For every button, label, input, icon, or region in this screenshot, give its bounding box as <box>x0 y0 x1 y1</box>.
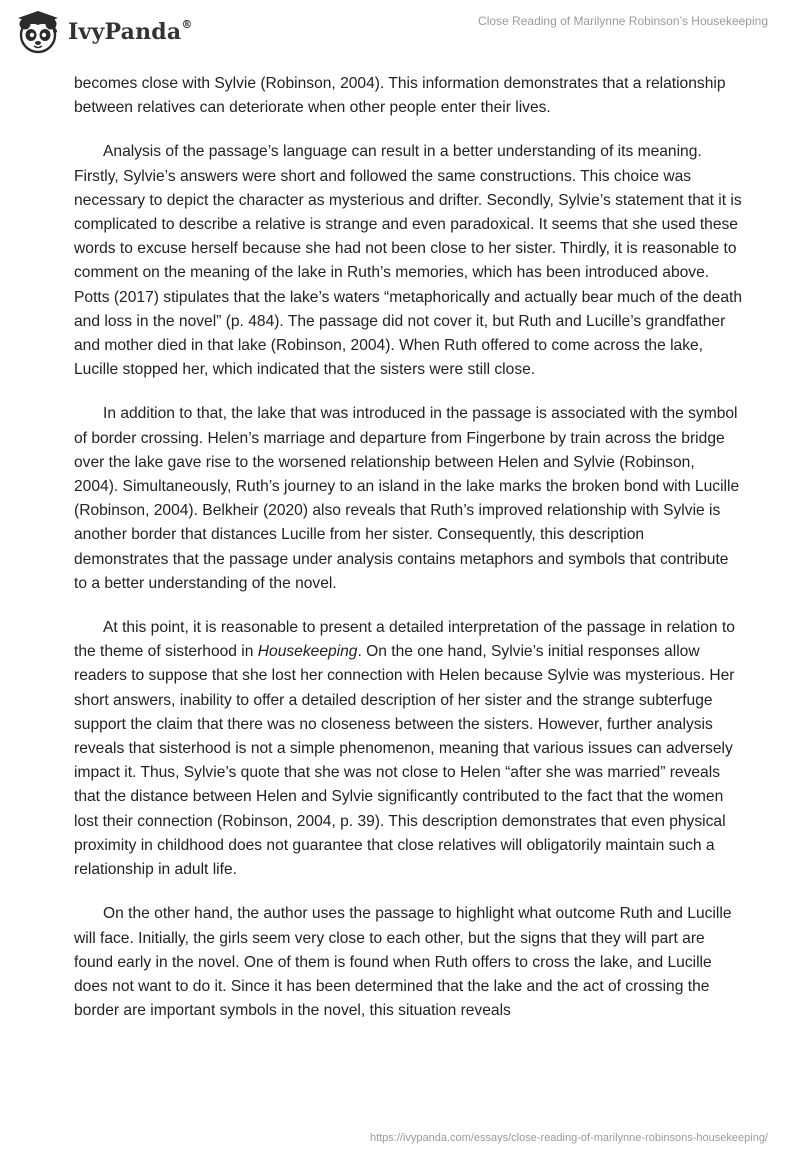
brand-logo[interactable] <box>14 8 193 56</box>
paragraph-sisterhood-interpretation <box>74 616 742 882</box>
paragraph-border-symbol: In addition to that, the lake that was introduced in the passage is associated with the symbol of border crossing. Helen’s marriage and departure from Fingerbone by train across the bridge over the lake gave rise to the worsened relationship between Helen and Sylvie (Robinson, 2004). Simultaneously, Ruth’s journey to an island in the lake marks the broken bond with Lucille (Robinson, 2004). Belkheir (2020) also reveals that Ruth’s improved relationship with Sylvie is another border that distances Lucille from her sister. Consequently, this description demonstrates that the passage under analysis contains metaphors and symbols that contribute to a better understanding of the novel. <box>74 405 740 592</box>
paragraph-language-analysis: Analysis of the passage’s language can result in a better understanding of its meaning. Firstly, Sylvie’s answers were short and followed the same constructions. This choice was necessary to depict the character as mysterious and drifter. Secondly, Sylvie’s statement that it is complicated to describe a relative is strange and even paradoxical. It seems that she used these words to excuse herself because she had not been close to her sister. Thirdly, it is reasonable to comment on the meaning of the lake in Ruth’s memories, which has been introduced above. Potts (2017) stipulates that the lake’s waters “metaphorically and actually bear much of the death and loss in the novel” (p. 484). The passage did not cover it, but Ruth and Lucille’s grandfather and mother died in that lake (Robinson, 2004). When Ruth offered to come across the lake, Lucille stopped her, which indicated that the sisters were still close. <box>74 143 743 379</box>
paragraph-text-after: . On the one hand, Sylvie’s initial responses allow readers to suppose that she lost her connection with Helen because Sylvie was mysterious. Her short answers, inability to offer a detailed description of her sister and the strange subterfuge support the claim that there was no closeness between the sisters. However, further analysis reveals that sisterhood is not a simple phenomenon, meaning that various issues can adversely impact it. Thus, Sylvie’s quote that she was not close to Helen “after she was married” reveals that the distance between Helen and Sylvie significantly contributed to the fact that the women lost their connection (Robinson, 2004, p. 39). This description demonstrates that even physical proximity in childhood does not guarantee that close relatives will obligatorily maintain such a relationship in adult life. <box>74 643 735 879</box>
essay-body <box>74 72 742 1043</box>
brand-wordmark <box>68 19 193 45</box>
paragraph-continued: becomes close with Sylvie (Robinson, 2004). This information demonstrates that a relationship between relatives can deteriorate when other people enter their lives. <box>74 75 726 117</box>
source-url[interactable]: https://ivypanda.com/essays/close-reading-of-marilynne-robinsons-housekeeping/ <box>369 1132 768 1144</box>
page-header <box>0 0 800 70</box>
paragraph-outcome: On the other hand, the author uses the passage to highlight what outcome Ruth and Lucille will face. Initially, the girls seem very close to each other, but the signs that they will part are found early in the novel. One of them is found when Ruth offers to cross the lake, and Lucille does not want to do it. Since it has been determined that the lake and the act of crossing the border are important symbols in the novel, this situation reveals <box>74 905 732 1020</box>
book-title-italic: Housekeeping <box>257 643 358 661</box>
brand-name: IvyPanda <box>68 19 182 45</box>
panda-logo-icon <box>14 8 62 56</box>
registered-mark: ® <box>181 17 193 31</box>
document-title: Close Reading of Marilynne Robinson’s Housekeeping <box>478 14 768 28</box>
paragraph-text-before: At this point, it is reasonable to present a detailed interpretation of the passage in relation to the theme of sisterhood in <box>74 619 735 661</box>
